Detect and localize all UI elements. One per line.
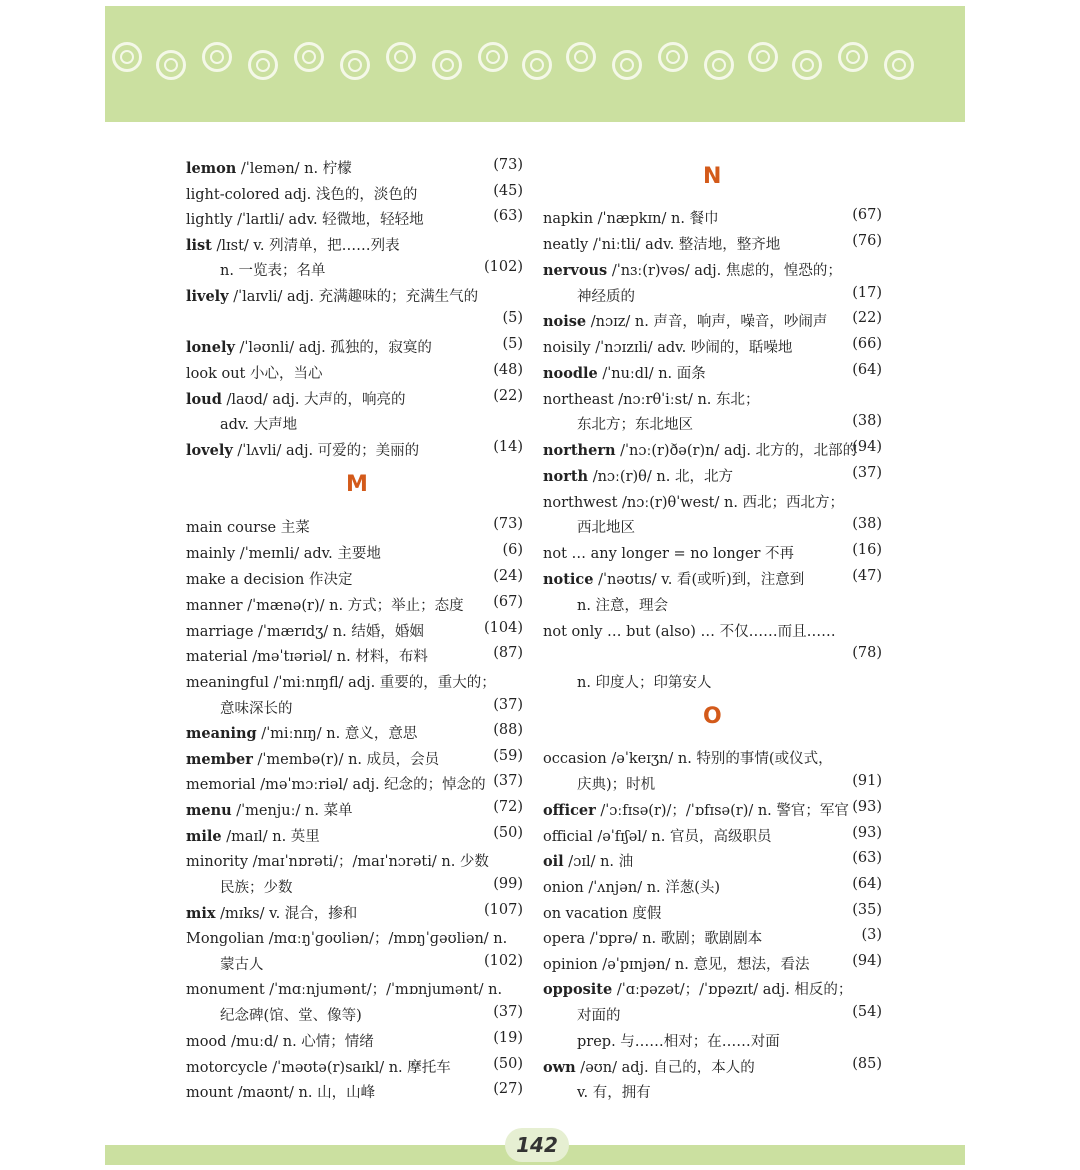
entry-line — [543, 927, 762, 948]
section-letter-n: N — [703, 164, 722, 189]
definition: /ˈləʊnli/ adj. 孤独的，寂寞的 — [234, 340, 432, 356]
headword: neatly — [543, 237, 589, 253]
definition: /ˈmeɪnli/ adv. 主要地 — [235, 546, 381, 562]
headword: officer — [543, 802, 596, 819]
definition: /məˈmɔːriəl/ adj. 纪念的；悼念的 — [255, 777, 486, 793]
definition: 庆典)；时机 — [577, 777, 656, 793]
entry-line — [543, 439, 857, 460]
definition: /mɑːŋˈɡoʊliən/；/mɒŋˈɡəʊliən/ n. — [264, 931, 508, 947]
headword: Mongolian — [186, 931, 265, 947]
entry-line — [543, 233, 780, 254]
definition: /əˈkeɪʒn/ n. 特别的事情(或仪式， — [606, 751, 833, 767]
entry-line — [220, 697, 293, 718]
page-ref: (22) — [493, 388, 523, 404]
entry-line — [543, 491, 844, 512]
definition: /ˈnɔː(r)ðə(r)n/ adj. 北方的，北部的 — [615, 443, 858, 459]
headword: opinion — [543, 957, 598, 973]
headword: mount — [186, 1085, 233, 1101]
headword: list — [186, 237, 212, 254]
definition: 小心，当心 — [245, 366, 323, 382]
definition: /nɔː(r)θ/ n. 北，北方 — [588, 469, 733, 485]
definition: /ˈnɔɪzɪli/ adv. 吵闹的，聒噪地 — [590, 340, 793, 356]
page-ref: (66) — [852, 336, 882, 352]
definition: /məˈtɪəriəl/ n. 材料，布料 — [247, 649, 428, 665]
page-ref: (37) — [852, 465, 882, 481]
page-ref: (99) — [493, 876, 523, 892]
headword: oil — [543, 853, 564, 870]
page-ref: (5) — [502, 310, 523, 326]
page-ref: (45) — [493, 183, 523, 199]
entry-line — [543, 362, 706, 383]
page-ref: (47) — [852, 568, 882, 584]
definition: /əˈfɪʃəl/ n. 官员，高级职员 — [592, 829, 772, 845]
ring-icon — [294, 42, 324, 72]
entry-line — [186, 234, 400, 255]
definition: 蒙古人 — [220, 957, 264, 973]
entry-line — [186, 773, 486, 794]
definition: 度假 — [627, 906, 662, 922]
entry-line — [543, 902, 661, 923]
page-ref: (73) — [493, 516, 523, 532]
page-ref: (63) — [852, 850, 882, 866]
ring-icon — [386, 42, 416, 72]
definition: 作决定 — [304, 572, 353, 588]
definition: 神经质的 — [577, 289, 635, 305]
page-ref: (67) — [493, 594, 523, 610]
page-ref: (22) — [852, 310, 882, 326]
entry-line — [543, 799, 849, 820]
page-ref: (24) — [493, 568, 523, 584]
headword: member — [186, 751, 253, 768]
entry-line — [543, 825, 772, 846]
headword: main course — [186, 520, 277, 536]
page-ref: (3) — [861, 927, 882, 943]
headword: notice — [543, 571, 594, 588]
entry-line — [543, 568, 804, 589]
entry-line — [186, 542, 381, 563]
entry-line — [186, 388, 406, 409]
definition: /ˈmɑːnjumənt/；/ˈmɒnjumənt/ n. — [264, 982, 503, 998]
headword: light-colored — [186, 187, 280, 203]
headword: occasion — [543, 751, 607, 767]
entry-line — [186, 850, 489, 871]
entry-line — [186, 285, 478, 306]
headword: opposite — [543, 981, 613, 998]
definition: /ˈməʊtə(r)saɪkl/ n. 摩托车 — [267, 1060, 451, 1076]
entry-line — [577, 773, 655, 794]
page-ref: (17) — [852, 285, 882, 301]
definition: /maɪl/ n. 英里 — [221, 829, 320, 845]
headword: official — [543, 829, 593, 845]
headword: not only … but (also) … — [543, 624, 716, 640]
entry-line — [186, 336, 432, 357]
page-ref: (63) — [493, 208, 523, 224]
page-ref: (27) — [493, 1081, 523, 1097]
definition: /ˈmembə(r)/ n. 成员，会员 — [252, 752, 440, 768]
ring-icon — [340, 50, 370, 80]
headword: make a decision — [186, 572, 305, 588]
entry-line — [186, 183, 417, 204]
entry-line — [186, 516, 310, 537]
ring-icon — [884, 50, 914, 80]
page-ref: (14) — [493, 439, 523, 455]
page-ref: (107) — [484, 902, 523, 918]
ring-icon — [792, 50, 822, 80]
headword: loud — [186, 391, 222, 408]
entry-line — [186, 825, 320, 846]
entry-line — [577, 285, 635, 306]
ring-icon — [838, 42, 868, 72]
entry-line — [186, 594, 464, 615]
definition: 对面的 — [577, 1008, 621, 1024]
headword: monument — [186, 982, 265, 998]
entry-line — [577, 413, 693, 434]
definition: /ˈnəʊtɪs/ v. 看(或听)到，注意到 — [593, 572, 805, 588]
definition: /ˈmærɪdʒ/ n. 结婚，婚姻 — [253, 624, 424, 640]
page-ref: (85) — [852, 1056, 882, 1072]
definition: /laʊd/ adj. 大声的，响亮的 — [221, 392, 406, 408]
entry-line — [220, 876, 293, 897]
headword: lovely — [186, 442, 233, 459]
entry-line — [186, 978, 502, 999]
definition: /ˈlaɪtli/ adv. 轻微地，轻轻地 — [232, 212, 424, 228]
entry-line — [220, 1004, 362, 1025]
page-ref: (19) — [493, 1030, 523, 1046]
entry-line — [543, 1056, 755, 1077]
page-ref: (102) — [484, 259, 523, 275]
definition: /ˈlemən/ n. 柠檬 — [236, 161, 352, 177]
entry-line — [186, 671, 496, 692]
definition: 东北方；东北地区 — [577, 417, 693, 433]
headword: noise — [543, 313, 587, 330]
entry-line — [543, 310, 827, 331]
headword: minority — [186, 854, 249, 870]
entry-line — [220, 413, 297, 434]
headword: onion — [543, 880, 584, 896]
definition: /ˈɒprə/ n. 歌剧；歌剧剧本 — [585, 931, 763, 947]
definition: = no longer 不再 — [668, 546, 795, 562]
ring-icon — [248, 50, 278, 80]
definition: n. 注意，理会 — [577, 598, 669, 614]
ring-icon — [156, 50, 186, 80]
entry-line — [186, 620, 424, 641]
page-ref: (16) — [852, 542, 882, 558]
definition: prep. 与……相对；在……对面 — [577, 1034, 780, 1050]
ring-icon — [432, 50, 462, 80]
page-ref: (38) — [852, 413, 882, 429]
page-ref: (72) — [493, 799, 523, 815]
entry-line — [186, 722, 417, 743]
definition: /ˈnuːdl/ n. 面条 — [597, 366, 706, 382]
definition: /ɔɪl/ n. 油 — [563, 854, 634, 870]
definition: v. 有，拥有 — [577, 1085, 651, 1101]
page-ref: (37) — [493, 1004, 523, 1020]
headword: menu — [186, 802, 232, 819]
headword: nervous — [543, 262, 608, 279]
definition: 不仅……而且…… — [715, 624, 836, 640]
ring-icon — [612, 50, 642, 80]
headword: north — [543, 468, 589, 485]
page-ref: (87) — [493, 645, 523, 661]
page-ref: (37) — [493, 773, 523, 789]
headword: lightly — [186, 212, 233, 228]
entry-line — [577, 1081, 651, 1102]
headword: meaningful — [186, 675, 269, 691]
entry-line — [543, 876, 720, 897]
definition: /ˈmiːnɪŋ/ n. 意义，意思 — [256, 726, 418, 742]
definition: /ˈɔːfɪsə(r)/；/ˈɒfɪsə(r)/ n. 警官；军官 — [595, 803, 849, 819]
headword: lonely — [186, 339, 235, 356]
headword: own — [543, 1059, 576, 1076]
definition: /ˈʌnjən/ n. 洋葱(头) — [583, 880, 721, 896]
headword: noodle — [543, 365, 598, 382]
page-ref: (78) — [852, 645, 882, 661]
ring-icon — [112, 42, 142, 72]
definition: /maʊnt/ n. 山，山峰 — [232, 1085, 376, 1101]
headword: northwest — [543, 495, 618, 511]
entry-line — [543, 953, 810, 974]
entry-line — [186, 1056, 451, 1077]
definition: 纪念碑(馆、堂、像等) — [220, 1008, 362, 1024]
entry-line — [543, 747, 833, 768]
page-ref: (64) — [852, 876, 882, 892]
definition: /lɪst/ v. 列清单，把……列表 — [211, 238, 400, 254]
entry-line — [543, 978, 852, 999]
page-number: 142 — [505, 1128, 569, 1162]
page-ref: (6) — [502, 542, 523, 558]
definition: n. 印度人；印第安人 — [577, 675, 712, 691]
page-ref: (54) — [852, 1004, 882, 1020]
entry-line — [543, 620, 836, 641]
entry-line — [543, 465, 733, 486]
ring-icon — [478, 42, 508, 72]
ring-decoration — [112, 38, 962, 88]
definition: /ˈlʌvli/ adj. 可爱的；美丽的 — [232, 443, 420, 459]
page-ref: (93) — [852, 825, 882, 841]
definition: 主菜 — [276, 520, 310, 536]
entry-line — [220, 259, 326, 280]
headword: mood — [186, 1034, 227, 1050]
page-ref: (67) — [852, 207, 882, 223]
headword: northeast — [543, 392, 614, 408]
ring-icon — [658, 42, 688, 72]
headword: meaning — [186, 725, 257, 742]
headword: mile — [186, 828, 222, 845]
headword: look out — [186, 366, 246, 382]
definition: /nɔɪz/ n. 声音，响声，噪音，吵闹声 — [586, 314, 828, 330]
entry-line — [543, 542, 794, 563]
section-letter-o: O — [703, 704, 722, 729]
entry-line — [186, 927, 507, 948]
headword: northern — [543, 442, 616, 459]
entry-line — [577, 671, 712, 692]
definition: adj. 浅色的，淡色的 — [279, 187, 418, 203]
page-ref: (38) — [852, 516, 882, 532]
entry-line — [543, 259, 842, 280]
entry-line — [577, 594, 668, 615]
definition: /ˈnɜː(r)vəs/ adj. 焦虑的，惶恐的； — [607, 263, 842, 279]
page-ref: (76) — [852, 233, 882, 249]
entry-line — [577, 1030, 780, 1051]
headword: noisily — [543, 340, 591, 356]
definition: 民族；少数 — [220, 880, 293, 896]
headword: marriage — [186, 624, 254, 640]
page-ref: (88) — [493, 722, 523, 738]
page-ref: (48) — [493, 362, 523, 378]
definition: /əˈpɪnjən/ n. 意见，想法，看法 — [597, 957, 810, 973]
page-ref: (64) — [852, 362, 882, 378]
ring-icon — [704, 50, 734, 80]
headword: manner — [186, 598, 243, 614]
entry-line — [577, 516, 635, 537]
entry-line — [186, 645, 428, 666]
entry-line — [543, 388, 760, 409]
definition: /ˈɑːpəzət/；/ˈɒpəzɪt/ adj. 相反的； — [612, 982, 853, 998]
entry-line — [186, 157, 352, 178]
definition: /ˈmenjuː/ n. 菜单 — [231, 803, 353, 819]
definition: /ˈlaɪvli/ adj. 充满趣味的；充满生气的 — [228, 289, 479, 305]
definition: /əʊn/ adj. 自己的，本人的 — [575, 1060, 755, 1076]
definition: /ˈnæpkɪn/ n. 餐巾 — [593, 211, 719, 227]
ring-icon — [748, 42, 778, 72]
definition: 西北地区 — [577, 520, 635, 536]
headword: not … any longer — [543, 546, 669, 562]
page-ref: (5) — [502, 336, 523, 352]
page-ref: (59) — [493, 748, 523, 764]
definition: /nɔː(r)θˈwest/ n. 西北；西北方； — [617, 495, 845, 511]
headword: napkin — [543, 211, 594, 227]
headword: opera — [543, 931, 586, 947]
page-ref: (104) — [484, 620, 523, 636]
page-ref: (73) — [493, 157, 523, 173]
entry-line — [543, 336, 792, 357]
headword: motorcycle — [186, 1060, 268, 1076]
ring-icon — [522, 50, 552, 80]
ring-icon — [566, 42, 596, 72]
page-ref: (94) — [852, 953, 882, 969]
entry-line — [543, 850, 633, 871]
definition: /muːd/ n. 心情；情绪 — [226, 1034, 374, 1050]
entry-line — [186, 1081, 375, 1102]
page-ref: (102) — [484, 953, 523, 969]
definition: n. 一览表；名单 — [220, 263, 326, 279]
page-ref: (50) — [493, 825, 523, 841]
entry-line — [186, 1030, 374, 1051]
entry-line — [186, 748, 439, 769]
definition: /ˈniːtli/ adv. 整洁地，整齐地 — [588, 237, 781, 253]
entry-line — [186, 208, 424, 229]
headword: lemon — [186, 160, 237, 177]
headword: material — [186, 649, 248, 665]
entry-line — [220, 953, 264, 974]
entry-line — [543, 207, 719, 228]
entry-line — [577, 1004, 621, 1025]
entry-line — [186, 439, 419, 460]
page-ref: (50) — [493, 1056, 523, 1072]
definition: /ˈmiːnɪŋfl/ adj. 重要的，重大的； — [268, 675, 496, 691]
headword: memorial — [186, 777, 256, 793]
headword: on vacation — [543, 906, 628, 922]
definition: 意味深长的 — [220, 701, 293, 717]
page-ref: (94) — [852, 439, 882, 455]
definition: /maɪˈnɒrəti/；/maɪˈnɔrəti/ n. 少数 — [248, 854, 489, 870]
definition: /nɔːrθˈiːst/ n. 东北； — [613, 392, 760, 408]
page-ref: (91) — [852, 773, 882, 789]
headword: lively — [186, 288, 229, 305]
headword: mainly — [186, 546, 236, 562]
headword: mix — [186, 905, 216, 922]
page-ref: (35) — [852, 902, 882, 918]
entry-line — [186, 902, 357, 923]
page-ref: (93) — [852, 799, 882, 815]
definition: /ˈmænə(r)/ n. 方式；举止；态度 — [242, 598, 464, 614]
entry-line — [186, 799, 353, 820]
entry-line — [186, 568, 353, 589]
section-letter-m: M — [346, 472, 368, 497]
definition: /mɪks/ v. 混合，掺和 — [215, 906, 358, 922]
definition: adv. 大声地 — [220, 417, 298, 433]
entry-line — [186, 362, 323, 383]
ring-icon — [202, 42, 232, 72]
page-ref: (37) — [493, 697, 523, 713]
